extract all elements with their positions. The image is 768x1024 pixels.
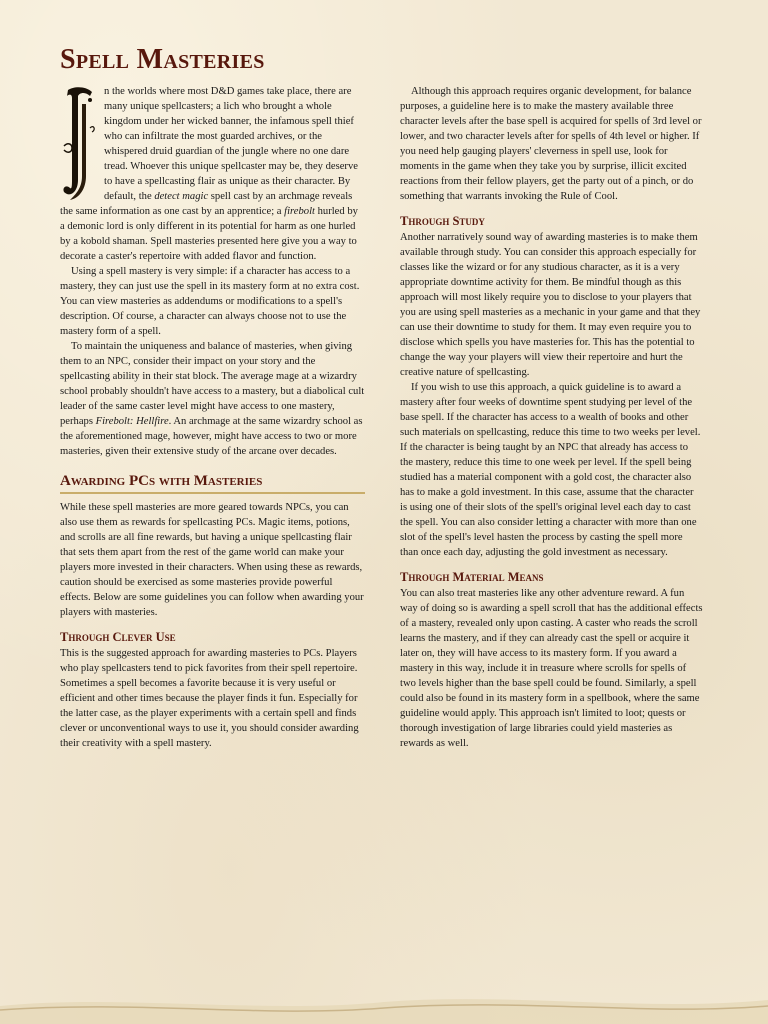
clever-use-continued: Although this approach requires organic development, for balance purposes, a guideline here is to make the mastery available three character levels after the base spell is acquired for spells of 3rd level or lower, and two character levels after for spells of 4th level or higher. If you need help gauging players' cleverness in spell use, look for moments in the game when they take you by surprise, illicit excited reactions from their fellow players, get the party out of a pinch, or do something that warrants invoking the Rule of Cool. (400, 86, 702, 202)
clever-use-paragraph: This is the suggested approach for awarding masteries to PCs. Players who play spellcasters tend to pick favorites from their spell repertoire. Sometimes a spell becomes a favorite because it is very useful or efficient and other times because the player finds it fun. Especially for the latter case, as the player experiments with a certain spell and finds clever or unconventional ways to use it, you should consider awarding their creativity with a spell mastery. (60, 648, 359, 749)
usage-paragraph: Using a spell mastery is very simple: if a character has access to a mastery, they can just use the spell in its mastery form at no extra cost. You can view masteries as addendums or modifications to a spell's description. Of course, a character can always choose not to use the mastery form of a spell. (60, 266, 360, 337)
study-paragraph-1: Another narratively sound way of awarding masteries is to make them available through study. You can consider this approach especially for classes like the wizard or for any studious character, as it is a very appropriate downtime activity for them. Be mindful though as this approach will most likely require you to disclose to your players that you are using spell masteries as a mechanic in your game and that they can use their downtime to study for them. It may even require you to disclose which spells you have masteries for. This has the potential to change the way your players will view their repertoire and hurt the creative nature of spellcasting. (400, 232, 701, 378)
awarding-heading: Awarding PCs with Masteries (60, 473, 365, 494)
clever-use-heading: Through Clever Use (60, 630, 176, 644)
material-paragraph: You can also treat masteries like any other adventure reward. A fun way of doing so is awarding a spell scroll that has the additional effects of a mastery, revealed only upon casting. A caster who reads the scroll learns the mastery, and if they can already cast the spell or acquire it later on, they will have access to its mastery form. If you award a mastery in this way, include it in treasure where scrolls for spells of two levels higher than the base spell could be found. Similarly, a spell could also be found in its mastery form in a spellbook, where the same guideline would apply. This approach isn't limited to loot; quests or thorough investigation of large libraries could yield masteries as rewards as well. (400, 588, 703, 749)
study-heading: Through Study (400, 214, 485, 228)
awarding-paragraph: While these spell masteries are more geared towards NPCs, you can also use them as rewards for spellcasting PCs. Magic items, potions, and scrolls are all fine rewards, but having a unique spellcasting flair that sets them apart from the rest of the game world can make your players more invested in their characters. When using these as rewards, caution should be exercised as some masteries provide powerful effects. Below are some guidelines you can follow when awarding your players with masteries. (60, 502, 364, 618)
left-column (60, 84, 365, 751)
right-column (400, 84, 703, 751)
intro-block (60, 84, 365, 264)
intro-paragraph: n the worlds where most D&D games take place, there are many unique spellcasters; a lich who brought a whole kingdom under her wicked banner, the infamous spell thief who can infiltrate the most guarded archives, or the whispered druid guardian of the jungle where no one dare tread. Whoever this unique spellcaster may be, they deserve to have a spellcasting flair as unique as their character. By default, the detect magic spell cast by an archmage reveals the same information as one cast by an apprentice; a firebolt hurled by a demonic lord is only different in its potential for harm as one hurled by a kobold shaman. Spell masteries presented here give you a way to decorate a caster's repertoire with added flavor and function. (60, 86, 358, 262)
page-title: Spell Masteries (60, 44, 265, 75)
study-paragraph-2: If you wish to use this approach, a quick guideline is to award a mastery after four weeks of downtime spent studying per level of the base spell. If the character has access to a wealth of books and other such materials on spellcasting, reduce this time to two weeks per level. If the character is being taught by an NPC that already has access to the mastery, reduce this time to one week per level. If the spell being studied has a material component with a gold cost, the character also has to make a gold investment. In this case, assume that the character is using one of their slots of the spell's original level each day to cast the spell. You can also consider letting a character with more than one slot of the spell's level hasten the process by casting the spell more than once each day, adjusting the gold investment as necessary. (400, 382, 701, 558)
balance-paragraph: To maintain the uniqueness and balance of masteries, when giving them to an NPC, consider their impact on your story and the spellcasting ability in their stat block. The average mage at a wizardry school probably shouldn't have access to a mastery, but a diabolical cult leader of the same caster level might have access to one mastery, perhaps Firebolt: Hellfire. An archmage at the same wizardry school as the aforementioned mage, however, might have access to two or more masteries, given their extensive study of the arcane over decades. (60, 341, 365, 457)
dropcap-letter-i-icon (60, 84, 98, 202)
material-heading: Through Material Means (400, 570, 544, 584)
page-footer-ornament (0, 984, 768, 1024)
